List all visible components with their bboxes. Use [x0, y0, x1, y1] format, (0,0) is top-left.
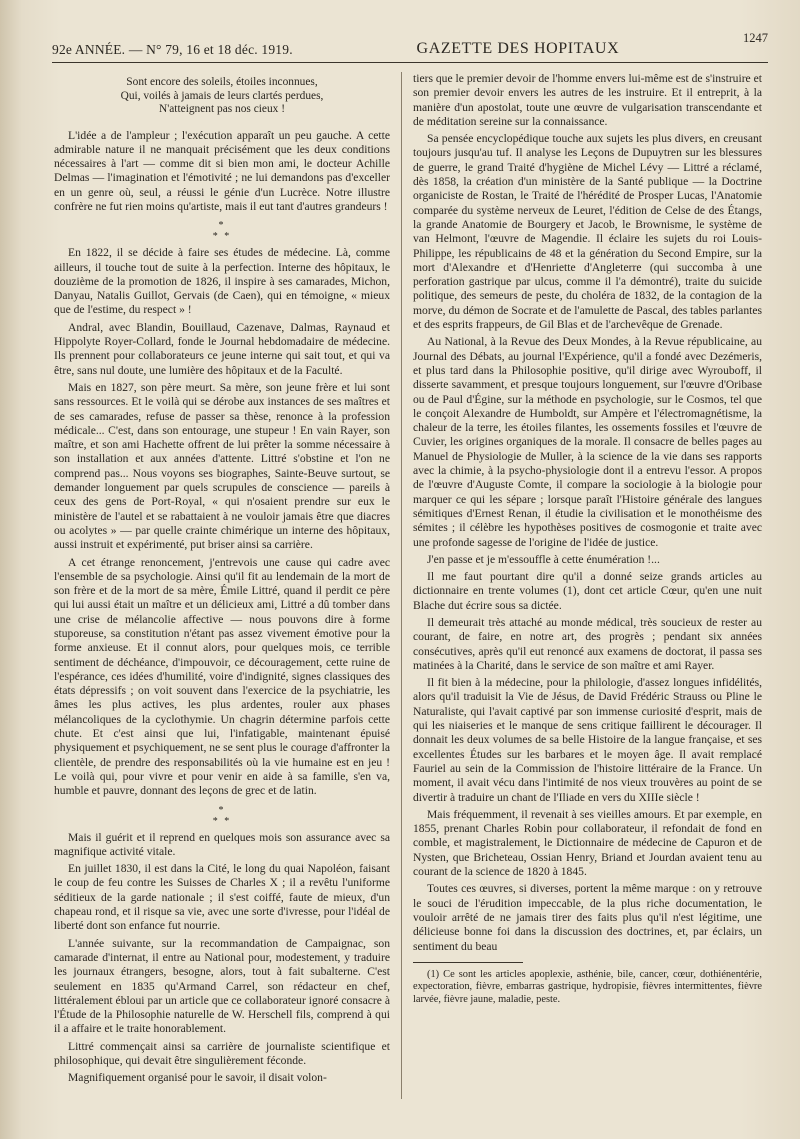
- separator-bottom: * *: [212, 815, 232, 827]
- paragraph: tiers que le premier devoir de l'homme envers lui-même est de s'instruire et son premier devoir envers les autres de les instruire. Et il entreprit, à la manière d'un apostolat, toute une œuvre de vulgarisation transcendante et de méditation sereine sur la connaissance.: [413, 72, 762, 128]
- left-column: [54, 72, 390, 1119]
- paragraph: J'en passe et je m'essouffle à cette énumération !...: [427, 552, 660, 566]
- paragraph: Mais il guérit et il reprend en quelques mois son assurance avec sa magnifique activité vitale.: [54, 830, 390, 858]
- paragraph: Il demeurait très attaché au monde médical, très soucieux de rester au courant, de faire, en notre art, des progrès ; pendant six années consécutives, après qu'il eut renoncé aux examens de doctorat, il passa ses matinées à la Charité, dans le service de son maître et ami Rayer.: [413, 615, 762, 672]
- separator-top: *: [218, 220, 226, 232]
- paragraph: Au National, à la Revue des Deux Mondes, à la Revue républicaine, au Journal des Débats, au journal l'Expérience, qu'il a fondé avec Dezémeris, et plus tard dans la Philosophie positive, qu'il dirige avec Wyrouboff, il disserte savamment, et presque toujours longuement, sur l'œuvre d'Oribase ou de Paul d'Égine, sur la méthode en psychologie, sur le Cosmos, tel que le conçoit Alexandre de Humboldt, sur Ampère et l'électromagnétisme, la chaleur de la terre, les étoiles filantes, les ossements fossiles et l'œuvre de Cuvier, les origines organiques de la morale. Il consacre de belles pages au Manuel de Physiologie de Muller, à la science de la vie dans ses rapports avec la chimie, à la psycho-physiologie dont il a entrevu l'essor. A propos de l'œuvre d'Auguste Comte, il compare la sociologie à la biologie pour marquer ce qui les sépare ; lorsque paraît l'Histoire générale des langues sémitiques d'Ernest Renan, il étudie la civilisation et le monothéisme des sémites ; il célèbre les hypothèses positives de cosmogonie et traite avec une profonde sagesse de l'origine de l'idée de justice.: [413, 335, 762, 549]
- header-rule: [52, 62, 768, 63]
- issue-line: 92e ANNÉE. — N° 79, 16 et 18 déc. 1919.: [52, 42, 293, 57]
- paragraph: Mais fréquemment, il revenait à ses vieilles amours. Et par exemple, en 1855, prenant Charles Robin pour collaborateur, il refondait de fond en comble, et magistralement, le Dictionnaire de médecine de Capuron et de Nysten, que Bricheteau, Ossian Henry, Briand et Jourdan avaient tenu au courant de la science de 1820 à 1845.: [413, 807, 762, 879]
- paragraph: Littré commençait ainsi sa carrière de journaliste scientifique et philosophique, qui devait être singulièrement féconde.: [54, 1039, 390, 1068]
- paragraph: En juillet 1830, il est dans la Cité, le long du quai Napoléon, faisant le coup de feu contre les Suisses de Charles X ; il a revêtu l'uniforme séditieux de la garde nationale ; il s'est coiffé, faute de mieux, d'un chapeau rond, et il risque sa vie, avec une sorte d'ivresse, pour l'idéal de liberté dont son enfance fut nourrie.: [54, 862, 390, 933]
- poem-line: Sont encore des soleils, étoiles inconnues,: [126, 76, 318, 88]
- journal-title: GAZETTE DES HOPITAUX: [416, 40, 620, 57]
- paragraph: A cet étrange renoncement, j'entrevois une cause qui cadre avec l'ensemble de sa psychologie. Ainsi qu'il fit au lendemain de la mort de son frère et de la mort de sa mère, Émile Littré, quand il perdit ce père qui lui aussi était un maître et un délicieux ami, Littré a dû tomber dans une crise de mélancolie affective — nous pouvons dire à forme stuporeuse, sa constitution n'étant pas assez vivement émotive pour la forme anxieuse. Et il connut alors, pour quelques mois, ce terrible sentiment de déchéance, d'impouvoir, ce découragement, cette ruine de l'espérance, ces idées d'humilité, voire d'indignité, signes classiques des états dépressifs ; on voit souvent dans l'exercice de la psychiatrie, les âmes les plus actives, les plus ardentes, rouler aux phases mélancoliques de la cyclothymie. Un chagrin détermine parfois cette chute. Et c'est ainsi que lui, l'infatigable, maintenant épuisé physiquement et psychiquement, ne se sent plus le courage d'affronter la clientèle, de prendre des responsabilités où la vie humaine est en jeu ! Le voilà qui, pour vivre et pour venir en aide à sa famille, s'en va, humble et pauvre, donnant des leçons de grec et de latin.: [54, 555, 390, 798]
- paragraph: L'année suivante, sur la recommandation de Campaignac, son camarade d'internat, il entre au National pour, modestement, y traduire les journaux étrangers, besogne, alors, tout à fait subalterne. C'est seulement en 1835 qu'Armand Carrel, son rédacteur en chef, littéralement ébloui par un article que ce collaborateur ignoré consacre à l'Étude de la Philosophie naturelle de W. Herschell fils, comprend à qui il a affaire et le traite honorablement.: [54, 936, 390, 1036]
- page-number: 1247: [743, 31, 768, 45]
- paragraph: Magnifiquement organisé pour le savoir, il disait volon-: [68, 1071, 327, 1085]
- poem-line: N'atteignent pas nos cieux !: [158, 103, 286, 115]
- paragraph: Toutes ces œuvres, si diverses, portent la même marque : on y retrouve le souci de l'érudition impeccable, de la plus riche documentation, le vouloir arrêté de ne jamais tirer des faits plus qu'il n'est légitime, une délicieuse bonne foi dans la discussion des doctrines, et, par éclairs, un sentiment du beau: [413, 882, 762, 953]
- poem-excerpt: [54, 76, 390, 117]
- footnote: (1) Ce sont les articles apoplexie, asthénie, bile, cancer, cœur, dothiénentérie, expectoration, fièvre, embarras gastrique, hydropisie, fièvres intermittentes, fièvre larvée, fièvre jaune, maladie, peste.: [413, 968, 762, 1005]
- poem-line: Qui, voilés à jamais de leurs clartés perdues,: [120, 89, 324, 102]
- paragraph: L'idée a de l'ampleur ; l'exécution apparaît un peu gauche. A cette admirable nature il ne manquait précisément que les deux conditions nécessaires à l'art — comme dit si bien mon ami, le docteur Achille Delmas — l'imagination et l'émotivité ; ne lui demandons pas d'exceller en un genre où, seul, a réussi le génie d'un Lucrèce. Notre illustre confrère ne fut rien moins qu'artiste, mais il eut tant d'autres grandeurs !: [54, 128, 390, 213]
- page-header: [52, 30, 768, 58]
- right-column: [413, 72, 762, 1119]
- separator-top: *: [218, 804, 226, 816]
- section-separator: [54, 220, 390, 242]
- paragraph: Andral, avec Blandin, Bouillaud, Cazenave, Dalmas, Raynaud et Hippolyte Royer-Collard, fonde le Journal hebdomadaire de médecine. Ils prennent pour collaborateurs ce jeune interne qui sait tout, et qui va être, sans nul doute, une lumière des hôpitaux et de la Faculté.: [54, 320, 390, 377]
- paragraph: En 1822, il se décide à faire ses études de médecine. Là, comme ailleurs, il touche tout de suite à la perfection. Interne des hôpitaux, le douzième de la promotion de 1826, il inspire à ses camarades, Michon, Danyau, Natalis Guillot, Gervais (de Caen), qui en témoigne, « mieux que de l'estime, du respect » !: [54, 246, 390, 317]
- paragraph: Mais en 1827, son père meurt. Sa mère, son jeune frère et lui sont sans ressources. Et le voilà qui se dérobe aux instances de ses maîtres et de ses camarades, refuse de passer sa thèse, renonce à la profession médicale... C'est, dans son entourage, une stupeur ! En vain Rayer, son maître, et son ami Hachette offrent de lui prêter la somme nécessaire à son installation et aux années d'attente. Littré s'obstine et l'on ne comprend pas... Nous voyons ses biographes, Sainte-Beuve surtout, se demander longuement par quels scrupules de conscience — pareils à ceux des gens de Port-Royal, « qui n'osaient prendre sur eux le ministère de l'autel et se rabattaient à ne vouloir jamais être que diacres ou acolytes » — par quelle crainte chimérique un interne des hôpitaux, aussi instruit et expérimenté, put briser ainsi sa carrière.: [54, 380, 390, 552]
- paragraph: Il me faut pourtant dire qu'il a donné seize grands articles au dictionnaire en trente volumes (1), dont cet article Cœur, qu'en une nuit Blache dut écrire sous sa dictée.: [413, 570, 762, 612]
- column-divider: [401, 72, 402, 1099]
- section-separator: [54, 805, 390, 827]
- footnote-rule: [413, 962, 523, 963]
- paragraph: Sa pensée encyclopédique touche aux sujets les plus divers, en creusant toujours jusqu'au tuf. Il analyse les Leçons de Dupuytren sur les blessures de guerre, le grand Traité d'hygiène de Michel Lévy — Littré a réclamé, dès 1858, la création d'un ministère de la Santé publique — la Doctrine organiciste de Rostan, le Traité de l'hérédité de Prosper Lucas, l'Anatomie comparée du système nerveux de Leuret, l'édition de Celse de des Étangs, la grande Anatomie de Bourgery et Jacob, le Brownisme, le système de van Helmont, l'œuvre de Magendie. Il éclaire les sujets du roi Louis-Philippe, les républicains de 48 et la génération du Second Empire, sur la mort d'Alexandre et d'Henriette d'Angleterre (qui succomba à une perforation gastrique par ulcus, comme il l'a démontré), traite du suicide politique, des semeurs de peste, du choléra de 1832, de la contagion de la morve, du démon de Socrate et de l'amulette de Pascal, des tables parlantes et des esprits frappeurs, de Gil Blas et de l'archevêque de Grenade.: [413, 132, 762, 332]
- paragraph: Il fit bien à la médecine, pour la philologie, d'assez longues infidélités, alors qu'il traduisit la Vie de Jésus, de David Frédéric Strauss ou Pline le Naturaliste, qui l'avait captivé par son immense curiosité d'esprit, mais de qui les niaiseries et le manque de sens critique faillirent le décourager. Il donnait les deux volumes de sa belle Histoire de la langue française, et ses excellentes Études sur les barbares et le moyen âge. Il avait remplacé Fauriel au sein de la Commission de l'histoire littéraire de la France. Un moment, il avait vécu dans l'intimité de nos vieux trouvères au point de se divertir à traduire un chant de l'Iliade en vers du XIIIe siècle !: [413, 676, 762, 804]
- separator-bottom: * *: [212, 231, 232, 243]
